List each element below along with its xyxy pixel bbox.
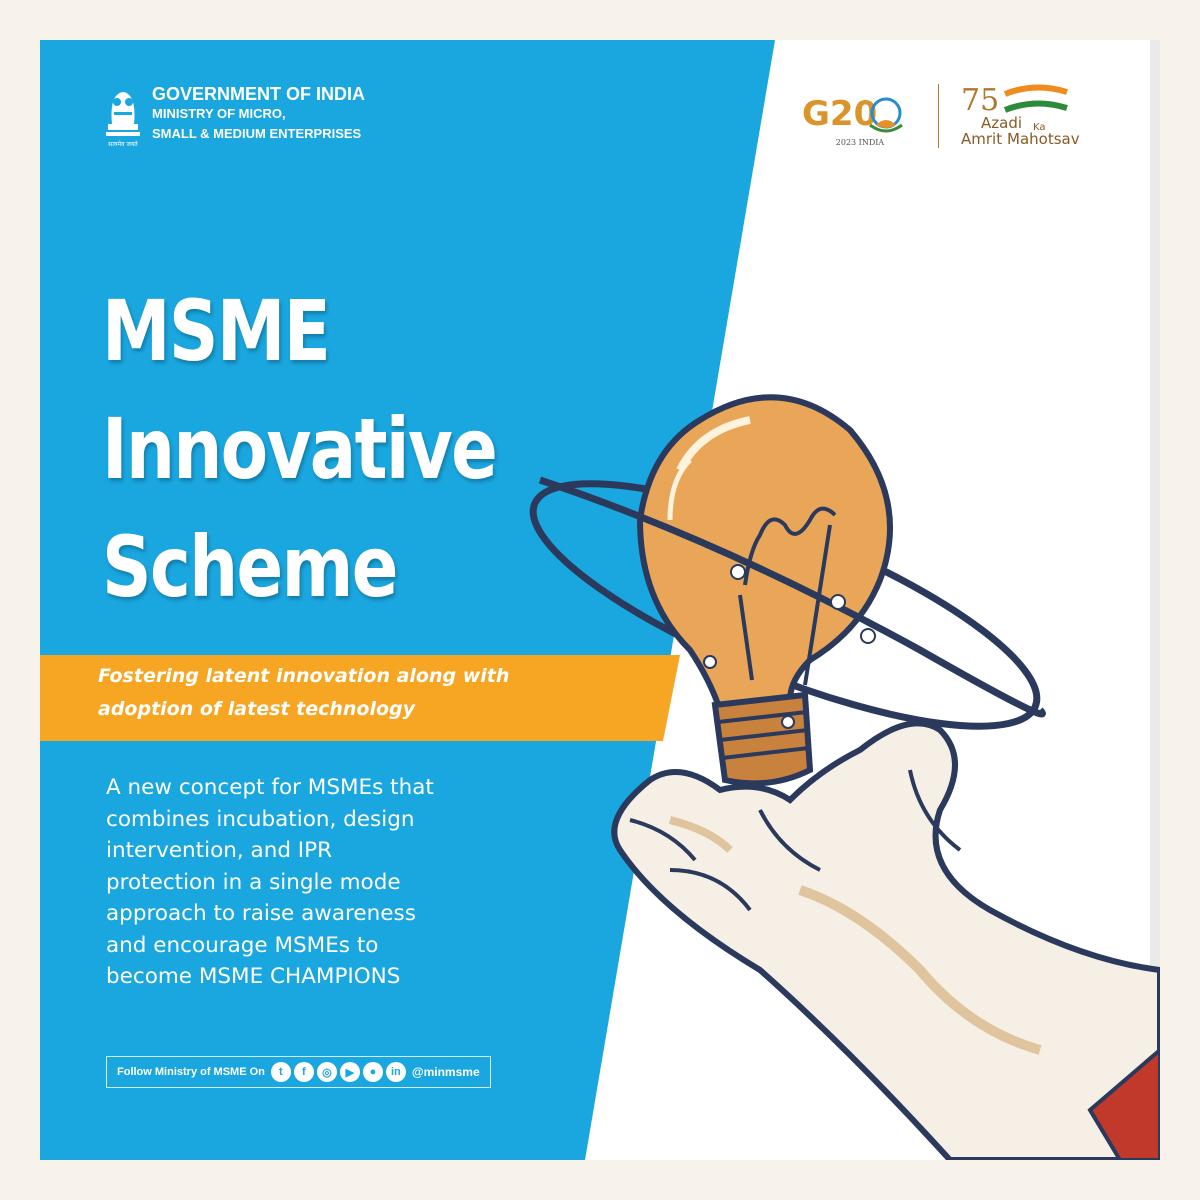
tagline-line-1: Fostering latent innovation along with [98,665,510,687]
tagline [98,660,618,726]
youtube-icon[interactable]: ▶ [340,1062,360,1082]
ministry-line-2: SMALL & MEDIUM ENTERPRISES [152,126,362,141]
facebook-icon[interactable]: f [294,1062,314,1082]
linkedin-icon[interactable]: in [386,1062,406,1082]
azadi-ka-amrit-mahotsav-logo-icon [957,80,1127,152]
government-header [102,84,365,150]
instagram-icon[interactable]: ◎ [317,1062,337,1082]
partner-logos [800,80,1127,152]
social-handle[interactable]: @minmsme [411,1065,480,1079]
description-line: A new concept for MSMEs that [106,775,434,800]
national-emblem-icon [102,84,144,150]
headline-line-3: Scheme [102,518,397,616]
logo-divider [938,84,939,148]
social-follow-bar [106,1056,491,1088]
description-line: become MSME CHAMPIONS [106,964,401,989]
g20-subtext: 2023 INDIA [835,138,885,147]
aka-amrit: Amrit [961,130,1003,148]
aka-azadi: Azadi [981,114,1023,132]
koo-icon[interactable]: ● [363,1062,383,1082]
headline-line-1: MSME [102,282,330,380]
hand-holding-bulb-illustration [520,350,1160,1160]
emblem-motto: सत्यमेव जयते [108,141,138,148]
description-line: intervention, and IPR [106,838,333,863]
twitter-icon[interactable]: t [271,1062,291,1082]
description-line: approach to raise awareness [106,901,416,926]
aka-number: 75 [961,83,1000,118]
aka-mahotsav: Mahotsav [1007,130,1080,148]
tagline-line-2: adoption of latest technology [98,698,415,720]
government-title: GOVERNMENT OF INDIA [152,84,366,104]
ministry-line-1: MINISTRY OF MICRO, [152,106,286,121]
follow-label: Follow Ministry of MSME On [117,1066,265,1078]
description-line: combines incubation, design [106,806,415,832]
g20-text: G20 [802,94,878,134]
aka-ka: Ka [1033,122,1046,133]
poster [40,40,1160,1160]
description-line: and encourage MSMEs to [106,932,379,958]
headline-line-2: Innovative [102,400,497,498]
description [106,772,536,993]
g20-logo-icon [800,81,920,151]
description-line: protection in a single mode [106,869,401,895]
page-title [102,272,496,626]
